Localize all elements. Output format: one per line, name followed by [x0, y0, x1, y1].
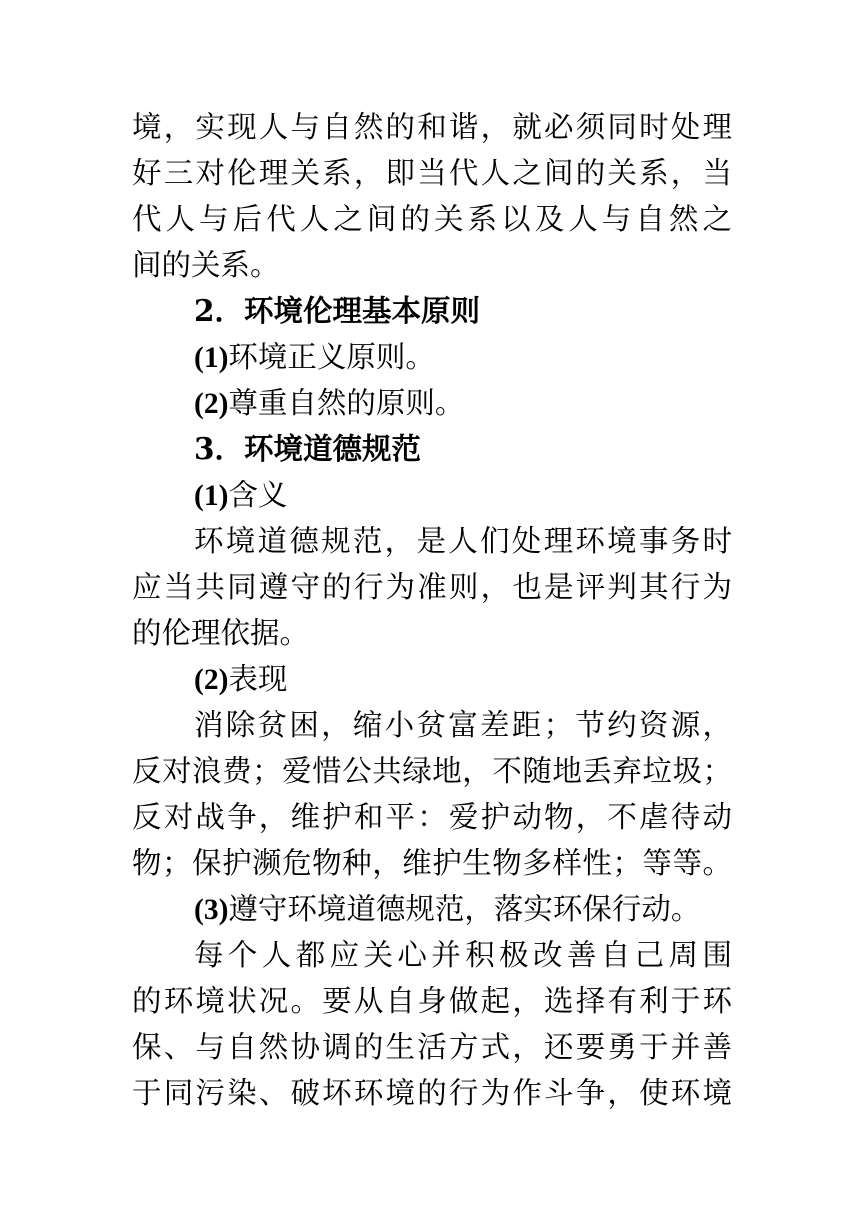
paragraph-line: 每个人都应关心并积极改善自己周围 — [194, 938, 732, 972]
item-text: 表现 — [228, 662, 288, 696]
paragraph-line: 保、与自然协调的生活方式，还要勇于并善 — [132, 1030, 732, 1064]
principle-item-2 — [132, 380, 732, 426]
item-number: (3) — [194, 894, 229, 926]
paragraph-line: 物；保护濒危物种，维护生物多样性；等等。 — [132, 846, 732, 880]
subheading-action — [132, 886, 732, 932]
item-number: (1) — [194, 342, 229, 374]
item-text: 含义 — [228, 478, 288, 512]
paragraph-line: 代人与后代人之间的关系以及人与自然之 — [132, 202, 732, 236]
item-text: 遵守环境道德规范，落实环保行动。 — [228, 892, 701, 926]
paragraph-line: 的伦理依据。 — [132, 616, 310, 650]
paragraph-line: 好三对伦理关系，即当代人之间的关系，当 — [132, 156, 732, 190]
paragraph-line: 消除贫困，缩小贫富差距；节约资源， — [194, 708, 732, 742]
section-heading-2: 2．环境伦理基本原则 — [194, 293, 481, 328]
item-text: 环境正义原则。 — [228, 340, 435, 374]
item-text: 尊重自然的原则。 — [228, 386, 465, 420]
paragraph-line: 境，实现人与自然的和谐，就必须同时处理 — [132, 110, 732, 144]
paragraph-line: 于同污染、破坏环境的行为作斗争，使环境 — [132, 1076, 732, 1110]
principle-item-1 — [132, 334, 732, 380]
item-number: (2) — [194, 388, 229, 420]
section-heading-3: 3．环境道德规范 — [194, 431, 422, 466]
paragraph-line: 环境道德规范，是人们处理环境事务时 — [194, 524, 732, 558]
document-page — [132, 104, 732, 1116]
subheading-manifestation — [132, 656, 732, 702]
subheading-meaning — [132, 472, 732, 518]
item-number: (2) — [194, 664, 229, 696]
paragraph-line: 反对浪费；爱惜公共绿地，不随地丢弃垃圾； — [132, 754, 732, 788]
paragraph-line: 的环境状况。要从自身做起，选择有利于环 — [132, 984, 732, 1018]
paragraph-line: 间的关系。 — [132, 248, 280, 282]
item-number: (1) — [194, 480, 229, 512]
paragraph-line: 应当共同遵守的行为准则，也是评判其行为 — [132, 570, 732, 604]
paragraph-line: 反对战争，维护和平：爱护动物，不虐待动 — [132, 800, 732, 834]
